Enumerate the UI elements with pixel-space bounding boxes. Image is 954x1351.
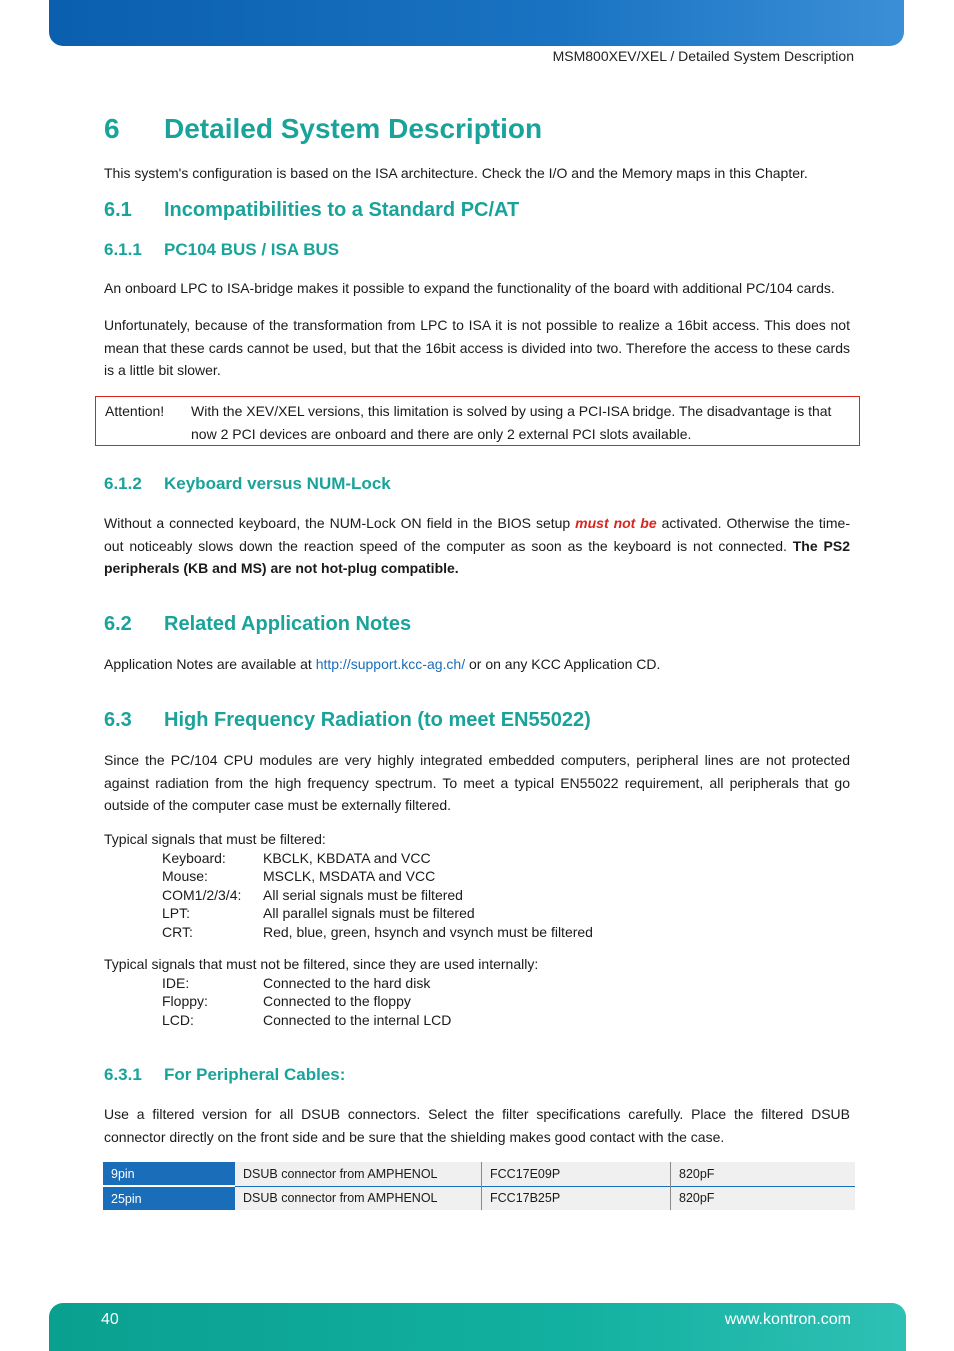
text-run: or on any KCC Application CD. xyxy=(465,656,661,672)
table-cell: 9pin xyxy=(103,1162,235,1186)
paragraph-lpc-bridge: An onboard LPC to ISA-bridge makes it possible to expand the functionality of the board with additional PC/104 cards. xyxy=(104,280,835,296)
table-cell: 820pF xyxy=(671,1162,856,1186)
text-run: activated. Otherwise the time-out noticeably slows down the reaction speed of the computer as soon as the keyboard is not connected. xyxy=(104,515,850,554)
section-number: 6.3 xyxy=(104,709,132,731)
list-item xyxy=(104,904,475,923)
signal-name: CRT: xyxy=(162,923,193,940)
paragraph-numlock xyxy=(104,512,850,580)
section-title: Related Application Notes xyxy=(164,613,412,635)
table-cell: FCC17E09P xyxy=(482,1162,671,1186)
list-item xyxy=(104,923,593,942)
paragraph-hf-radiation: Since the PC/104 CPU modules are very highly integrated embedded computers, peripheral lines are not protected against radiation from the high frequency spectrum. To meet a typical EN55022 requirement, all peripherals that go outside of the computer case must be externally filtered. xyxy=(104,752,850,813)
bold-warning: The PS2 peripherals (KB and MS) are not hot-plug compatible. xyxy=(104,537,850,576)
list-item xyxy=(104,886,463,905)
signal-desc: KBCLK, KBDATA and VCC xyxy=(263,849,431,866)
emphasis-warning: must not be xyxy=(575,515,657,531)
list-item xyxy=(104,992,538,1011)
signal-desc: Connected to the floppy xyxy=(263,993,411,1009)
footer-bar xyxy=(49,1303,906,1351)
section-heading-6-3 xyxy=(104,709,591,732)
running-header: MSM800XEV/XEL / Detailed System Description xyxy=(552,48,854,64)
chapter-heading xyxy=(104,113,542,145)
section-number: 6.1 xyxy=(104,199,132,221)
attention-box xyxy=(95,396,860,446)
signal-name: LCD: xyxy=(162,1011,194,1028)
signal-desc: Red, blue, green, hsynch and vsynch must be filtered xyxy=(263,923,593,940)
unfiltered-signals-list xyxy=(104,955,538,1029)
support-link[interactable]: http://support.kcc-ag.ch/ xyxy=(315,656,466,672)
list-item xyxy=(104,1011,538,1030)
table-cell: FCC17B25P xyxy=(482,1186,671,1210)
signal-name: Mouse: xyxy=(162,868,208,884)
paragraph-16bit-access: Unfortunately, because of the transformation from LPC to ISA it is not possible to realize a 16bit access. This does not mean that these cards cannot be used, but that the 16bit access is divided into two. Therefore the access to these cards is a little bit slower. xyxy=(104,317,850,378)
subsection-heading-6-1-2 xyxy=(104,474,391,494)
list-item xyxy=(104,974,538,993)
signal-name: LPT: xyxy=(162,905,191,921)
subsection-title: For Peripheral Cables: xyxy=(164,1065,346,1084)
filtered-heading: Typical signals that must be filtered: xyxy=(104,831,326,847)
subsection-number: 6.1.2 xyxy=(104,474,142,493)
table-cell: 25pin xyxy=(103,1186,235,1210)
section-heading-6-1 xyxy=(104,199,519,222)
signal-name: Floppy: xyxy=(162,993,208,1009)
text-run: Without a connected keyboard, the NUM-Lock ON field in the BIOS setup xyxy=(104,515,576,531)
attention-label: Attention! xyxy=(105,403,165,419)
subsection-number: 6.3.1 xyxy=(104,1065,142,1084)
filtered-signals-list xyxy=(104,830,593,941)
list-item xyxy=(104,849,431,868)
signal-desc: All parallel signals must be filtered xyxy=(263,905,475,921)
text-run: Application Notes are available at xyxy=(104,656,316,672)
signal-name: Keyboard: xyxy=(162,849,226,866)
chapter-intro: This system's configuration is based on the ISA architecture. Check the I/O and the Memory maps in this Chapter. xyxy=(104,165,808,181)
subsection-number: 6.1.1 xyxy=(104,240,142,259)
table-cell: 820pF xyxy=(671,1186,856,1210)
attention-text: With the XEV/XEL versions, this limitation is solved by using a PCI-ISA bridge. The disadvantage is that now 2 PCI devices are onboard and there are only 2 external PCI slots available. xyxy=(191,403,832,442)
section-title: High Frequency Radiation (to meet EN55022) xyxy=(164,709,591,731)
subsection-heading-6-1-1 xyxy=(104,240,339,260)
table-cell: DSUB connector from AMPHENOL xyxy=(235,1162,482,1186)
paragraph-app-notes xyxy=(104,653,850,676)
chapter-title: Detailed System Description xyxy=(164,113,543,144)
unfiltered-heading: Typical signals that must not be filtered, since they are used internally: xyxy=(104,956,539,972)
filter-table xyxy=(103,1162,855,1210)
signal-desc: Connected to the hard disk xyxy=(263,974,431,991)
table-row xyxy=(103,1186,855,1210)
header-bar xyxy=(49,0,904,46)
subsection-title: Keyboard versus NUM-Lock xyxy=(164,474,391,493)
signal-desc: All serial signals must be filtered xyxy=(263,886,463,903)
section-number: 6.2 xyxy=(104,613,132,635)
paragraph-peripheral-cables: Use a filtered version for all DSUB connectors. Select the filter specifications carefully. Place the filtered DSUB connector directly on the front side and be sure that the shielding makes good contact with the case. xyxy=(104,1106,850,1145)
section-title: Incompatibilities to a Standard PC/AT xyxy=(164,199,520,221)
section-heading-6-2 xyxy=(104,613,411,636)
signal-name: COM1/2/3/4: xyxy=(162,886,242,903)
signal-name: IDE: xyxy=(162,974,190,991)
page-number: 40 xyxy=(101,1311,119,1328)
table-row xyxy=(103,1162,855,1186)
signal-desc: Connected to the internal LCD xyxy=(263,1011,452,1028)
subsection-heading-6-3-1 xyxy=(104,1065,345,1085)
list-item xyxy=(104,867,436,886)
website-link[interactable]: www.kontron.com xyxy=(724,1311,851,1328)
subsection-title: PC104 BUS / ISA BUS xyxy=(164,240,340,259)
table-cell: DSUB connector from AMPHENOL xyxy=(235,1186,482,1210)
chapter-number: 6 xyxy=(104,113,120,144)
signal-desc: MSCLK, MSDATA and VCC xyxy=(263,868,436,884)
